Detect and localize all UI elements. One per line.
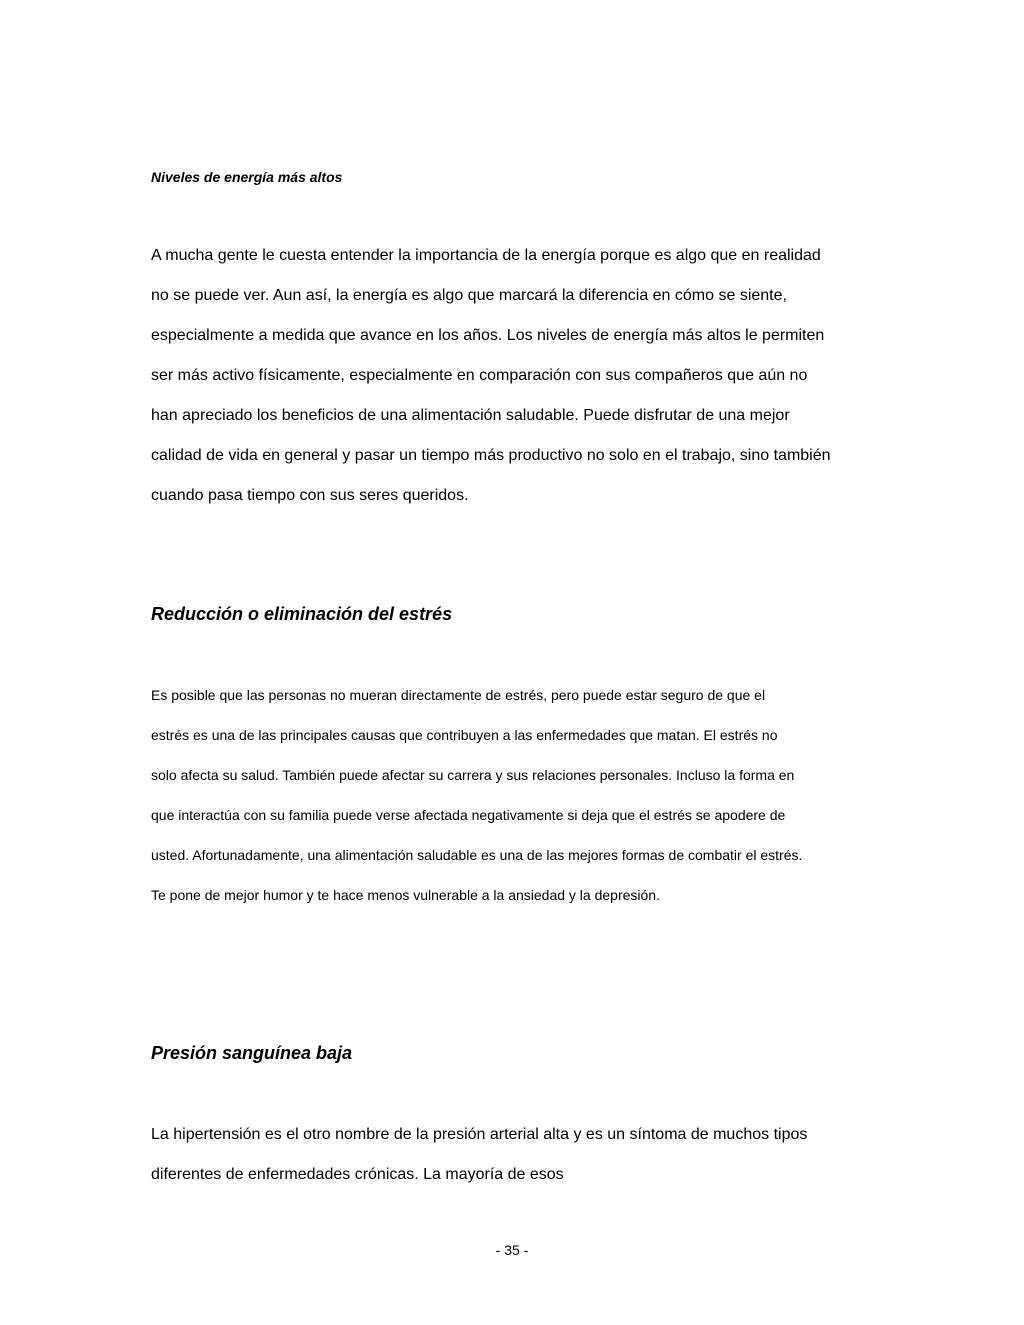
paragraph-line: no se puede ver. Aun así, la energía es algo que marcará la diferencia en cómo se siente, — [151, 287, 787, 304]
section-heading-blood-pressure: Presión sanguínea baja — [151, 1043, 353, 1063]
paragraph-line: Es posible que las personas no mueran directamente de estrés, pero puede estar seguro de que el — [151, 687, 766, 703]
paragraph-line: solo afecta su salud. También puede afectar su carrera y sus relaciones personales. Incluso la forma en — [151, 767, 795, 783]
paragraph-line: A mucha gente le cuesta entender la importancia de la energía porque es algo que en realidad — [151, 247, 821, 264]
paragraph-line: Te pone de mejor humor y te hace menos vulnerable a la ansiedad y la depresión. — [151, 887, 660, 903]
paragraph-line: que interactúa con su familia puede verse afectada negativamente si deja que el estrés se apodere de — [151, 807, 786, 823]
paragraph-line: cuando pasa tiempo con sus seres queridos. — [151, 487, 469, 504]
paragraph-line: ser más activo físicamente, especialmente en comparación con sus compañeros que aún no — [151, 367, 808, 384]
page-number: - 35 - — [495, 1242, 529, 1258]
paragraph-line: diferentes de enfermedades crónicas. La mayoría de esos — [151, 1166, 564, 1183]
paragraph-line: especialmente a medida que avance en los años. Los niveles de energía más altos le permiten — [151, 327, 825, 344]
paragraph-line: estrés es una de las principales causas que contribuyen a las enfermedades que matan. El estrés no — [151, 727, 778, 743]
section-heading-stress: Reducción o eliminación del estrés — [151, 604, 453, 624]
paragraph-line: La hipertensión es el otro nombre de la presión arterial alta y es un síntoma de muchos tipos — [151, 1126, 808, 1143]
paragraph-line: calidad de vida en general y pasar un tiempo más productivo no solo en el trabajo, sino también — [151, 447, 831, 464]
paragraph-line: han apreciado los beneficios de una alimentación saludable. Puede disfrutar de una mejor — [151, 407, 790, 424]
section-heading-energy: Niveles de energía más altos — [151, 169, 343, 185]
paragraph-line: usted. Afortunadamente, una alimentación saludable es una de las mejores formas de combatir el estrés. — [151, 847, 803, 863]
